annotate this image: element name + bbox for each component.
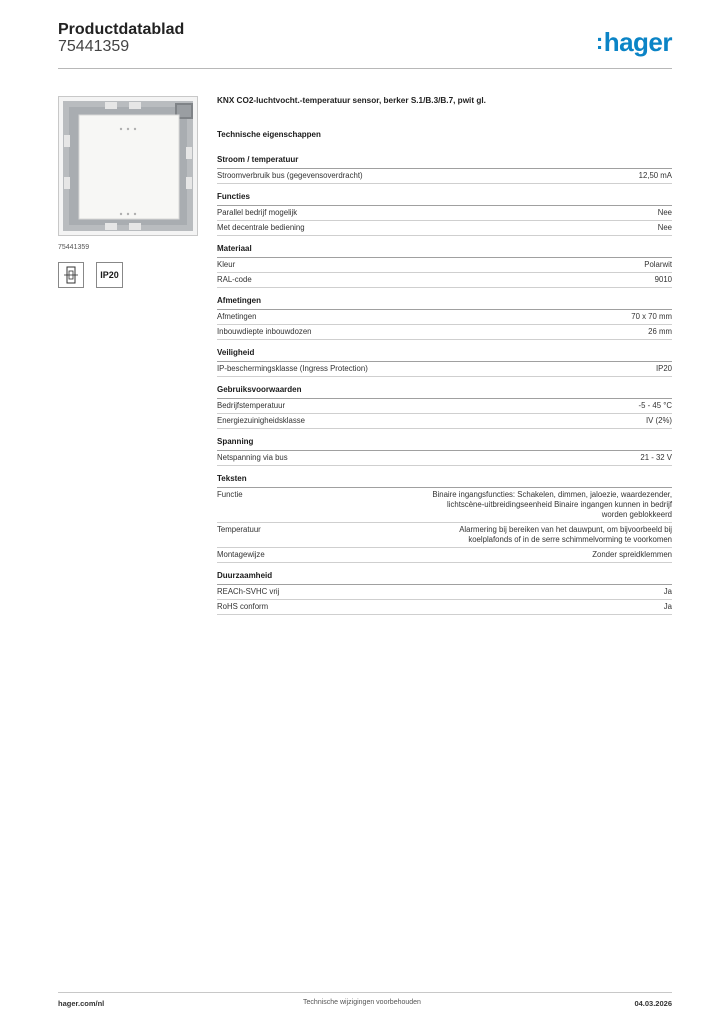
spec-row: [217, 523, 672, 548]
section-heading: Afmetingen: [217, 296, 672, 310]
logo-text: hager: [603, 27, 672, 57]
spec-label: Bedrijfstemperatuur: [217, 401, 286, 410]
spec-value: 70 x 70 mm: [631, 312, 672, 321]
section-heading: Spanning: [217, 437, 672, 451]
spec-label: RAL-code: [217, 275, 252, 284]
spec-row: [217, 258, 672, 273]
footer-divider: [58, 992, 672, 993]
spec-row: [217, 273, 672, 288]
section-duurzaamheid: [217, 571, 672, 615]
spec-value: Nee: [657, 208, 672, 217]
footer-date: 04.03.2026: [634, 999, 672, 1008]
spec-value: Ja: [663, 587, 672, 596]
product-number: 75441359: [58, 38, 130, 55]
logo-colon: :: [595, 29, 603, 54]
spec-label: Afmetingen: [217, 312, 257, 321]
spec-label: Inbouwdiepte inbouwdozen: [217, 327, 312, 336]
spec-row: [217, 585, 672, 600]
image-caption: 75441359: [58, 244, 90, 251]
spec-label: Montagewijze: [217, 550, 265, 559]
spec-row: [217, 548, 672, 563]
spec-label: Stroomverbruik bus (gegevensoverdracht): [217, 171, 363, 180]
product-title: KNX CO2-luchtvocht.-temperatuur sensor, berker S.1/B.3/B.7, pwit gl.: [217, 96, 486, 105]
section-heading: Duurzaamheid: [217, 571, 672, 585]
spec-value: 26 mm: [648, 327, 672, 336]
spec-value: Nee: [657, 223, 672, 232]
ip-rating-badge: IP20: [96, 262, 123, 288]
spec-label: Kleur: [217, 260, 236, 269]
spec-value: IP20: [655, 364, 672, 373]
spec-row: [217, 221, 672, 236]
section-spanning: [217, 437, 672, 466]
spec-row: [217, 310, 672, 325]
footer-disclaimer: Technische wijzigingen voorbehouden: [303, 999, 421, 1006]
footer-website-link[interactable]: hager.com/nl: [58, 999, 105, 1008]
section-stroom: [217, 155, 672, 184]
spec-label: REACh-SVHC vrij: [217, 587, 280, 596]
spec-row: [217, 399, 672, 414]
spec-label: IP-beschermingsklasse (Ingress Protection): [217, 364, 368, 373]
section-materiaal: [217, 244, 672, 288]
spec-row: [217, 600, 672, 615]
section-heading: Teksten: [217, 474, 672, 488]
spec-value: 12,50 mA: [638, 171, 672, 180]
spec-label: Functie: [217, 490, 243, 499]
product-image: [58, 96, 198, 236]
spec-row: [217, 169, 672, 184]
spec-value: 21 - 32 V: [640, 453, 672, 462]
spec-row: [217, 325, 672, 340]
spec-value: Polarwit: [644, 260, 672, 269]
spec-label: Parallel bedrijf mogelijk: [217, 208, 298, 217]
spec-row: [217, 451, 672, 466]
section-veiligheid: [217, 348, 672, 377]
section-teksten: [217, 474, 672, 563]
document-title: Productdatablad: [58, 21, 185, 38]
spec-row: [217, 362, 672, 377]
spec-label: Energiezuinigheidsklasse: [217, 416, 305, 425]
spec-content: [217, 96, 672, 623]
section-gebruiksvoorwaarden: [217, 385, 672, 429]
spec-value: Binaire ingangsfuncties: Schakelen, dimmen, jaloezie, waardezender, lichtscène-uitbreidingseenheid Binaire ingangen kunnen in bedrijf worden geblokkeerd: [432, 490, 672, 519]
spec-value: Ja: [663, 602, 672, 611]
spec-label: Met decentrale bediening: [217, 223, 305, 232]
spec-value: IV (2%): [646, 416, 672, 425]
hager-logo: [596, 28, 672, 58]
section-heading: Functies: [217, 192, 672, 206]
section-functies: [217, 192, 672, 236]
mounting-icon: [58, 262, 84, 288]
spec-row: [217, 488, 672, 523]
spec-value: Zonder spreidklemmen: [592, 550, 672, 559]
section-heading: Veiligheid: [217, 348, 672, 362]
spec-label: Netspanning via bus: [217, 453, 288, 462]
spec-row: [217, 414, 672, 429]
spec-value: -5 - 45 °C: [638, 401, 672, 410]
header-divider: [58, 68, 672, 69]
section-heading: Materiaal: [217, 244, 672, 258]
spec-value: 9010: [654, 275, 672, 284]
spec-value: Alarmering bij bereiken van het dauwpunt, om bijvoorbeeld bij koelplafonds of in de serre schimmelvorming te voorkomen: [459, 525, 672, 544]
spec-row: [217, 206, 672, 221]
section-heading: Stroom / temperatuur: [217, 155, 672, 169]
spec-label: RoHS conform: [217, 602, 269, 611]
spec-label: Temperatuur: [217, 525, 261, 534]
section-afmetingen: [217, 296, 672, 340]
tech-heading: Technische eigenschappen: [217, 130, 321, 139]
section-heading: Gebruiksvoorwaarden: [217, 385, 672, 399]
